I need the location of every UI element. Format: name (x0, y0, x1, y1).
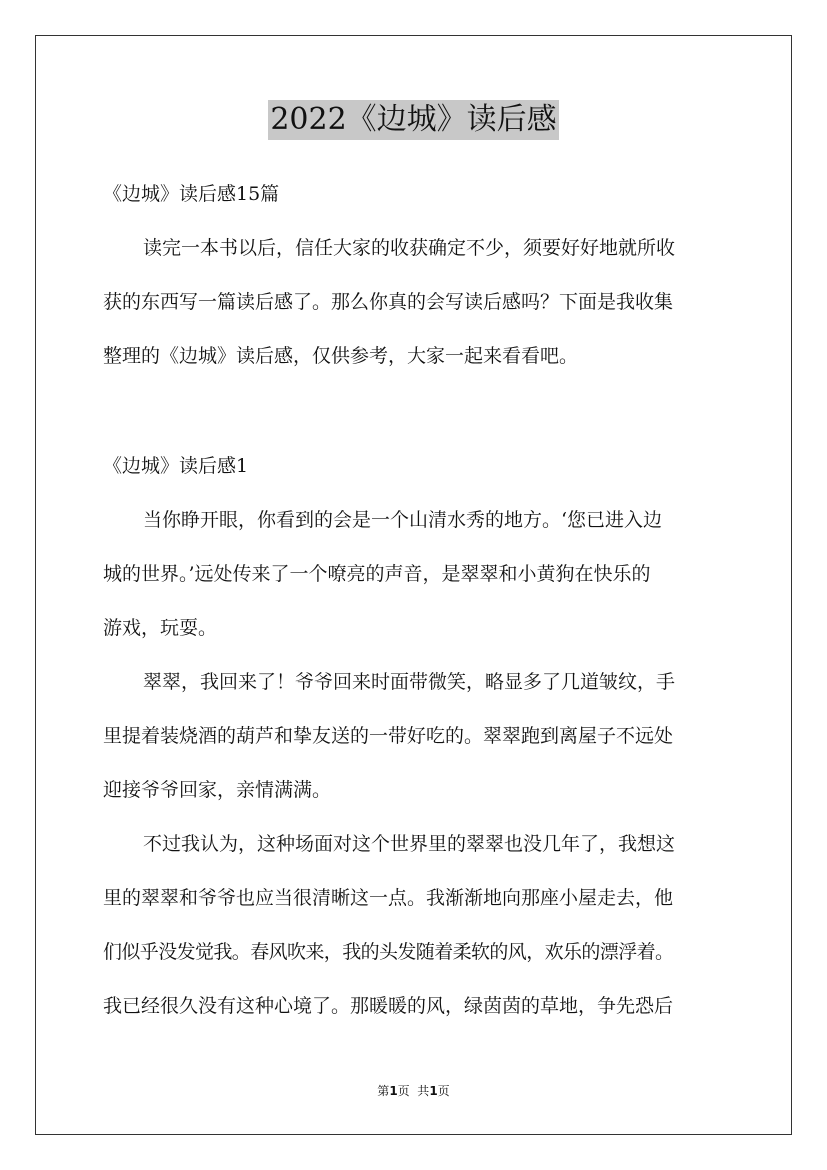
body-line: 里的翠翠和爷爷也应当很清晰这一点。我渐渐地向那座小屋走去，他 (103, 887, 674, 909)
footer-page-mid: 页 共 (397, 1084, 430, 1098)
document-subtitle: 《边城》读后感15篇 (103, 183, 280, 205)
body-line: 游戏，玩耍。 (103, 617, 218, 639)
body-line: 不过我认为，这种场面对这个世界里的翠翠也没几年了，我想这 (143, 833, 676, 855)
page-footer (0, 1082, 827, 1099)
body-line: 当你睁开眼，你看到的会是一个山清水秀的地方。‘您已进入边 (143, 509, 663, 531)
title-container (0, 100, 827, 140)
footer-page-suffix: 页 (437, 1084, 450, 1098)
intro-line: 整理的《边城》读后感，仅供参考，大家一起来看看吧。 (103, 345, 579, 367)
body-line: 里提着装烧酒的葫芦和挚友送的一带好吃的。翠翠跑到离屋子不远处 (103, 725, 674, 747)
body-line: 我已经很久没有这种心境了。那暖暖的风，绿茵茵的草地，争先恐后 (103, 995, 674, 1017)
body-line: 迎接爷爷回家，亲情满满。 (103, 779, 332, 801)
footer-page-total: 1 (429, 1084, 438, 1098)
body-line: 城的世界。’远处传来了一个嘹亮的声音，是翠翠和小黄狗在快乐的 (103, 563, 651, 585)
intro-line: 读完一本书以后，信任大家的收获确定不少，须要好好地就所收 (143, 237, 676, 259)
body-line: 们似乎没发觉我。春风吹来，我的头发随着柔软的风，欢乐的漂浮着。 (103, 941, 674, 963)
body-line: 翠翠，我回来了！爷爷回来时面带微笑，略显多了几道皱纹，手 (143, 671, 676, 693)
section-heading: 《边城》读后感1 (103, 455, 249, 477)
footer-page-number: 1 (389, 1084, 398, 1098)
footer-page-prefix: 第 (377, 1084, 390, 1098)
intro-line: 获的东西写一篇读后感了。那么你真的会写读后感吗？下面是我收集 (103, 291, 674, 313)
document-title: 2022《边城》读后感 (268, 100, 558, 140)
